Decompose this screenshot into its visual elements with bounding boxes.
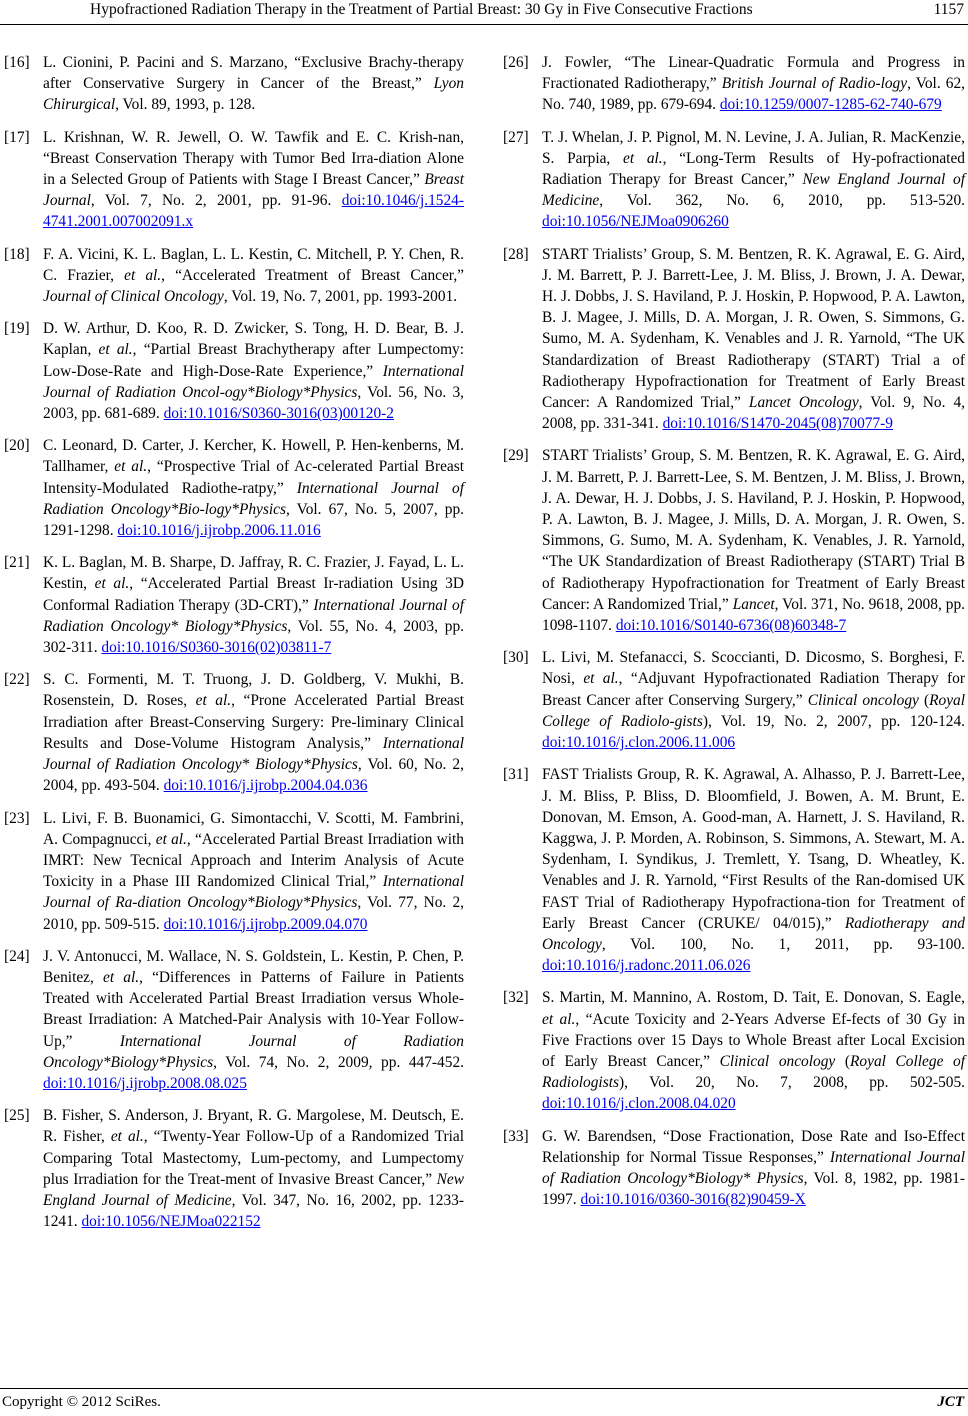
reference-text: [43, 129, 464, 231]
doi-link[interactable]: doi:10.1016/j.ijrobp.2006.11.016: [117, 522, 321, 540]
reference-text: [43, 810, 464, 933]
italic-citation-text: Lancet: [732, 595, 775, 613]
reference-item: [503, 127, 965, 233]
citation-text: , Vol. 74, No. 2, 2009, pp. 447-452.: [213, 1053, 464, 1071]
italic-citation-text: et al.: [103, 968, 140, 986]
citation-text: , “Acute Toxicity and 2-Years Adverse Ef-fects of 30 Gy in Five Fractions over 15 Days to Whole Breast after Local Excision of Early Breast Cancer,”: [542, 1010, 966, 1070]
reference-item: [4, 552, 464, 658]
italic-citation-text: Clinical oncology: [807, 691, 919, 709]
doi-link[interactable]: doi:10.1016/j.clon.2006.11.006: [542, 734, 736, 752]
reference-item: [4, 946, 464, 1094]
italic-citation-text: New England Journal of Medicine: [43, 1170, 464, 1209]
doi-link[interactable]: doi:10.1016/0360-3016(82)90459-X: [580, 1191, 806, 1209]
italic-citation-text: Royal College of Radiolo-gists: [542, 691, 965, 730]
doi-link[interactable]: doi:10.1016/j.radonc.2011.06.026: [542, 957, 751, 975]
doi-link[interactable]: doi:10.1056/NEJMoa0906260: [542, 213, 729, 231]
italic-citation-text: Lyon Chirurgical: [43, 75, 464, 114]
reference-item: [503, 445, 965, 636]
reference-number: [33]: [503, 1127, 529, 1145]
citation-text: , “Partial Breast Brachytherapy after Lumpectomy: Low-Dose-Rate and High-Dose-Rate Experience,”: [43, 341, 465, 380]
reference-number: [31]: [503, 766, 529, 784]
italic-citation-text: et al.: [124, 266, 162, 284]
reference-number: [27]: [503, 128, 529, 146]
citation-text: , Vol. 362, No. 6, 2010, pp. 513-520.: [599, 192, 965, 210]
citation-text: , Vol. 77, No. 2, 2010, pp. 509-515.: [43, 894, 464, 933]
citation-text: START Trialists’ Group, S. M. Bentzen, R. K. Agrawal, E. G. Aird, J. M. Barrett, P. J. Barrett-Lee, J. M. Bliss, J. Brown, J. A. Dewar, H. J. Dobbs, J. S. Haviland, P. J. Hoskin, P. Hopwood, P. A. Lawton, B. J. Magee, J. Mills, D. A. Morgan, J. R. Owen, S. Simmons, G. Sumo, M. A. Sydenham, K. Venables and J. R. Yarnold, “The UK Standardization of Breast Radiotherapy (START) Trial a of Radiotherapy Hypofractionation for Treatment of Early Breast Cancer: A Randomized Trial,”: [542, 245, 965, 412]
citation-text: T. J. Whelan, J. P. Pignol, M. N. Levine, J. A. Julian, R. MacKenzie, S. Parpia,: [542, 128, 965, 167]
reference-text: [43, 948, 464, 1092]
citation-text: K. L. Baglan, M. B. Sharpe, D. Jaffray, R. C. Frazier, J. Fayad, L. L. Kestin,: [43, 554, 464, 593]
doi-link[interactable]: doi:10.1016/S1470-2045(08)70077-9: [662, 415, 893, 433]
italic-citation-text: et al.: [110, 1128, 144, 1146]
citation-text: , “Adjuvant Hypofractionated Radiation Therapy for Breast Cancer after Conserving Surgery,”: [542, 670, 965, 709]
references-column-right: [503, 52, 965, 1221]
reference-number: [25]: [4, 1107, 30, 1125]
doi-link[interactable]: doi:10.1016/S0360-3016(03)00120-2: [163, 405, 394, 423]
reference-text: [43, 246, 464, 305]
doi-link[interactable]: doi:10.1046/j.1524-4741.2001.007002091.x: [43, 192, 464, 231]
reference-item: [503, 244, 965, 435]
reference-number: [28]: [503, 245, 529, 263]
italic-citation-text: International Journal of Radiation Oncology*Biology* Physics: [542, 1148, 965, 1187]
italic-citation-text: Royal College of Radiologists: [542, 1052, 966, 1092]
copyright-notice: Copyright © 2012 SciRes.: [2, 1394, 161, 1410]
citation-text: , Vol. 56, No. 3, 2003, pp. 681-689.: [43, 383, 464, 423]
doi-link[interactable]: doi:10.1259/0007-1285-62-740-679: [719, 96, 942, 114]
doi-link[interactable]: doi:10.1016/j.ijrobp.2004.04.036: [163, 777, 368, 795]
reference-number: [16]: [4, 54, 30, 71]
citation-text: D. W. Arthur, D. Koo, R. D. Zwicker, S. Tong, H. D. Bear, B. J. Kaplan,: [43, 320, 464, 359]
citation-text: , Vol. 9, No. 4, 2008, pp. 331-341.: [542, 394, 965, 433]
citation-text: , Vol. 62, No. 740, 1989, pp. 679-694.: [542, 75, 965, 114]
reference-number: [22]: [4, 671, 30, 689]
reference-item: [4, 318, 464, 424]
citation-text: ), Vol. 20, No. 7, 2008, pp. 502-505.: [618, 1074, 965, 1092]
doi-link[interactable]: doi:10.1016/j.ijrobp.2009.04.070: [163, 915, 368, 933]
reference-number: [20]: [4, 437, 30, 455]
reference-number: [26]: [503, 54, 529, 71]
reference-text: [43, 554, 464, 656]
citation-text: , Vol. 89, 1993, p. 128.: [115, 96, 256, 114]
reference-text: [542, 447, 965, 634]
citation-text: , Vol. 67, No. 5, 2007, pp. 1291-1298.: [43, 500, 464, 540]
citation-text: , “Long-Term Results of Hy-pofractionated Radiation Therapy for Breast Cancer,”: [542, 149, 965, 189]
italic-citation-text: International Journal of Ra-diation Oncology*Biology*Physics: [43, 873, 464, 912]
citation-text: , “Accelerated Treatment of Breast Cancer,”: [161, 266, 464, 284]
reference-number: [21]: [4, 554, 30, 572]
reference-number: [17]: [4, 128, 30, 146]
italic-citation-text: Clinical oncology: [719, 1052, 836, 1070]
reference-text: [542, 649, 965, 751]
citation-text: J. V. Antonucci, M. Wallace, N. S. Goldstein, L. Kestin, P. Chen, P. Benitez,: [43, 947, 464, 986]
reference-item: [503, 1126, 965, 1211]
citation-text: , Vol. 55, No. 4, 2003, pp. 302-311.: [43, 617, 464, 657]
citation-text: C. Leonard, D. Carter, J. Kercher, K. Howell, P. Hen-kenberns, M. Tallhamer,: [43, 437, 464, 476]
citation-text: FAST Trialists Group, R. K. Agrawal, A. Alhasso, P. J. Barrett-Lee, J. M. Bliss, P. Bliss, D. Bloomfield, J. Bowen, A. M. Brunt, E. Donovan, M. Emson, A. Good-man, A. Harnett, J. S. Haviland, R. Kaggwa, J. P. Morden, A. Robinson, S. Simmons, A. Stewart, M. A. Sydenham, I. Syndikus, J. Tremlett, Y. Tsang, D. Wheatley, K. Venables and J. R. Yarnold, “First Results of the Ran-domised UK FAST Trial of Radiotherapy Hypofractiona-tion for Treatment of Early Breast Cancer (CRUKE/ 04/015),”: [542, 766, 965, 932]
reference-item: [4, 244, 464, 308]
italic-citation-text: Journal of Clinical Oncology: [43, 288, 224, 306]
reference-text: [542, 246, 965, 433]
reference-text: [43, 320, 464, 422]
doi-link[interactable]: doi:10.1016/j.clon.2008.04.020: [542, 1095, 736, 1113]
reference-item: [503, 987, 965, 1114]
italic-citation-text: International Journal of Radiation Oncology*Biology*Physics: [43, 1032, 464, 1071]
citation-text: , Vol. 100, No. 1, 2011, pp. 93-100.: [601, 935, 965, 953]
doi-link[interactable]: doi:10.1056/NEJMoa022152: [81, 1213, 261, 1231]
reference-item: [4, 52, 464, 116]
italic-citation-text: Breast Journal: [43, 171, 464, 210]
reference-text: [542, 989, 965, 1112]
reference-text: [43, 437, 464, 539]
italic-citation-text: Lancet Oncology: [748, 394, 859, 412]
italic-citation-text: International Journal of Radiation Oncol-ogy*Biology*Physics: [43, 362, 464, 401]
citation-text: S. C. Formenti, M. T. Truong, J. D. Goldberg, V. Mukhi, B. Rosenstein, D. Roses,: [43, 671, 464, 710]
reference-item: [4, 127, 464, 233]
citation-text: , “Prone Accelerated Partial Breast Irradiation after Breast-Conserving Surgery: Pre-liminary Clinical Results and Dose-Volume Histogram Analysis,”: [43, 692, 464, 752]
reference-text: [43, 1107, 464, 1230]
doi-link[interactable]: doi:10.1016/j.ijrobp.2008.08.025: [43, 1074, 247, 1092]
reference-item: [4, 435, 464, 541]
citation-text: , “Twenty-Year Follow-Up of a Randomized Trial Comparing Total Mastectomy, Lum-pectomy, and Lumpectomy plus Irradiation for the Treat-ment of Invasive Breast Cancer,”: [43, 1128, 464, 1188]
reference-number: [30]: [503, 649, 529, 667]
citation-text: L. Livi, M. Stefanacci, S. Scoccianti, D. Dicosmo, S. Borghesi, F. Nosi,: [542, 649, 965, 688]
reference-item: [503, 764, 965, 976]
reference-item: [503, 52, 965, 116]
references-column-left: [4, 52, 464, 1243]
citation-text: G. W. Barendsen, “Dose Fractionation, Dose Rate and Iso-Effect Relationship for Normal Tissue Responses,”: [542, 1127, 965, 1166]
italic-citation-text: et al.: [623, 149, 663, 167]
citation-text: S. Martin, M. Mannino, A. Rostom, D. Tait, E. Donovan, S. Eagle,: [542, 989, 965, 1007]
running-header: [0, 0, 968, 25]
citation-text: , Vol. 8, 1982, pp. 1981-1997.: [542, 1169, 965, 1209]
citation-text: L. Krishnan, W. R. Jewell, O. W. Tawfik and E. C. Krish-nan, “Breast Conservation Therapy with Tumor Bed Irra-diation Alone in a Selected Group of Patients with Stage I Breast Cancer,”: [43, 128, 464, 189]
italic-citation-text: International Journal of Radiation Oncology* Biology*Physics: [43, 596, 464, 635]
footer-rule: [0, 1388, 968, 1389]
citation-text: , Vol. 7, No. 2, 2001, pp. 91-96.: [90, 192, 342, 210]
reference-item: [4, 1105, 464, 1232]
reference-text: [542, 1128, 965, 1209]
doi-link[interactable]: doi:10.1016/S0140-6736(08)60348-7: [615, 617, 847, 635]
citation-text: J. Fowler, “The Linear-Quadratic Formula and Progress in Fractionated Radiotherapy,”: [542, 54, 965, 93]
italic-citation-text: Radiotherapy and Oncology: [542, 914, 965, 953]
citation-text: , “Differences in Patterns of Failure in Patients Treated with Accelerated Partial Breast Irradiation versus Whole-Breast Irradiation: A Matched-Pair Analysis with 10-Year Follow-Up,”: [43, 968, 464, 1050]
doi-link[interactable]: doi:10.1016/S0360-3016(02)03811-7: [101, 639, 332, 657]
italic-citation-text: et al.: [98, 341, 133, 359]
reference-text: [43, 671, 464, 794]
reference-text: [43, 54, 464, 113]
italic-citation-text: et al.: [155, 830, 187, 848]
reference-item: [503, 647, 965, 753]
reference-number: [29]: [503, 447, 529, 465]
citation-text: , “Prospective Trial of Ac-celerated Partial Breast Intensity-Modulated Radiothe-ratpy,”: [43, 458, 464, 497]
italic-citation-text: British Journal of Radio-logy: [721, 75, 908, 93]
citation-text: L. Cionini, P. Pacini and S. Marzano, “Exclusive Brachy-therapy after Conservative Surgery in Cancer of the Breast,”: [43, 54, 464, 93]
running-title: Hypofractioned Radiation Therapy in the Treatment of Partial Breast: 30 Gy in Five Consecutive Fractions: [90, 1, 753, 18]
citation-text: , Vol. 371, No. 9618, 2008, pp. 1098-1107.: [542, 595, 965, 635]
citation-text: L. Livi, F. B. Buonamici, G. Simontacchi, V. Scotti, M. Fambrini, A. Compagnucci,: [43, 809, 464, 848]
italic-citation-text: et al.: [542, 1010, 576, 1028]
citation-text: F. A. Vicini, K. L. Baglan, L. L. Kestin, C. Mitchell, P. Y. Chen, R. C. Frazier,: [43, 245, 464, 284]
reference-text: [542, 54, 965, 113]
italic-citation-text: et al.: [195, 692, 232, 710]
page-number: 1157: [933, 1, 964, 18]
reference-number: [18]: [4, 245, 30, 263]
citation-text: (: [918, 691, 930, 709]
reference-text: [542, 766, 965, 974]
italic-citation-text: New England Journal of Medicine: [542, 171, 965, 210]
reference-number: [23]: [4, 809, 30, 827]
reference-item: [4, 808, 464, 935]
citation-text: , Vol. 347, No. 16, 2002, pp. 1233-1241.: [43, 1191, 464, 1231]
citation-text: (: [835, 1052, 851, 1070]
citation-text: , “Accelerated Partial Breast Ir-radiation Using 3D Conformal Radiation Therapy (3D-CRT),”: [43, 575, 464, 614]
reference-number: [24]: [4, 947, 30, 965]
reference-number: [19]: [4, 320, 30, 338]
citation-text: , “Accelerated Partial Breast Irradiation with IMRT: New Tecnical Approach and Interim Analysis of Acute Toxicity in a Phase III Randomized Clinical Trial,”: [43, 830, 464, 891]
citation-text: START Trialists’ Group, S. M. Bentzen, R. K. Agrawal, E. G. Aird, J. M. Barrett, P. J. Barrett-Lee, S. M. Bentzen, J. M. Bliss, J. Brown, J. A. Dewar, H. J. Dobbs, J. S. Haviland, P. J. Hoskin, P. Hopwood, P. A. Lawton, B. J. Magee, J. Mills, D. A. Morgan, J. R. Owen, S. Simmons, G. Sumo, M. A. Sydenham, K. Venables, J. R. Yarnold, “The UK Standardization of Breast Radiotherapy (START) Trial B of Radiotherapy Hypofractionation for Treatment of Early Breast Cancer: A Randomized Trial,”: [542, 447, 965, 613]
citation-text: , Vol. 19, No. 7, 2001, pp. 1993-2001.: [223, 288, 458, 306]
citation-text: B. Fisher, S. Anderson, J. Bryant, R. G. Margolese, M. Deutsch, E. R. Fisher,: [43, 1107, 464, 1146]
italic-citation-text: International Journal of Radiation Oncology*Bio-logy*Physics: [43, 479, 464, 518]
reference-number: [32]: [503, 989, 529, 1007]
citation-text: ), Vol. 19, No. 2, 2007, pp. 120-124.: [702, 712, 965, 730]
italic-citation-text: et al.: [94, 575, 130, 593]
italic-citation-text: et al.: [583, 670, 619, 688]
reference-item: [4, 669, 464, 796]
citation-text: , Vol. 60, No. 2, 2004, pp. 493-504.: [43, 756, 464, 795]
journal-abbreviation: JCT: [937, 1394, 964, 1410]
italic-citation-text: et al.: [114, 458, 148, 476]
italic-citation-text: International Journal of Radiation Oncology* Biology*Physics: [43, 734, 464, 774]
reference-text: [542, 129, 965, 231]
